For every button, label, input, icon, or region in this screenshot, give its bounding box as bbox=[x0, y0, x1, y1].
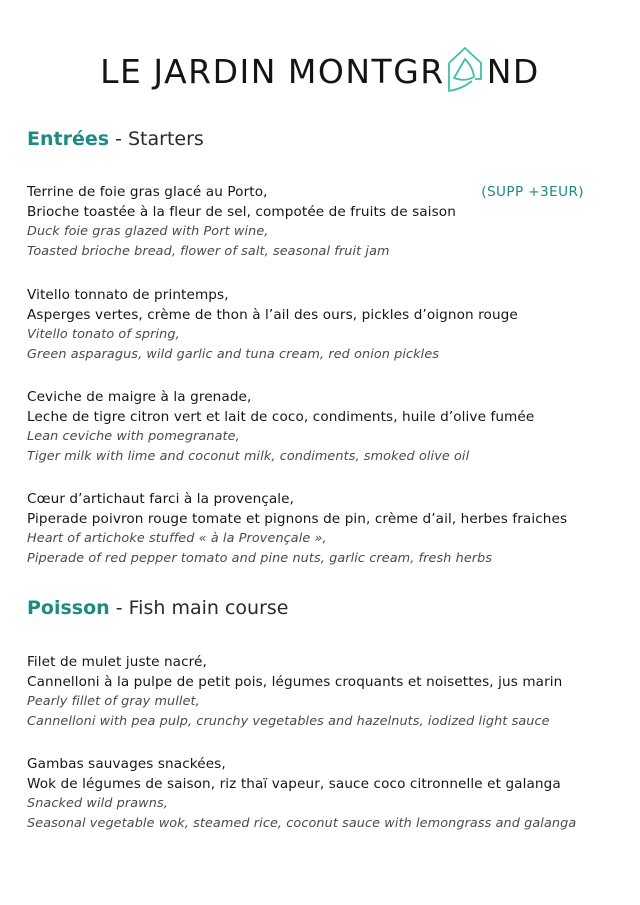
logo-wordmark bbox=[100, 47, 540, 95]
dish-name-en: Snacked wild prawns, bbox=[27, 796, 168, 811]
logo-word-le: LE bbox=[100, 51, 143, 91]
dish-description-en: Tiger milk with lime and coconut milk, condiments, smoked olive oil bbox=[27, 448, 470, 464]
menu-item-artichoke bbox=[27, 489, 617, 568]
section-heading-fish bbox=[27, 596, 617, 620]
dish-description-en: Cannelloni with pea pulp, crunchy vegetables and hazelnuts, iodized light sauce bbox=[27, 713, 550, 729]
menu-item-mullet bbox=[27, 652, 617, 731]
logo-word-montgr: MONTGR bbox=[287, 51, 445, 91]
dish-description-fr: Wok de légumes de saison, riz thaï vapeur, sauce coco citronnelle et galanga bbox=[27, 776, 561, 792]
section-title-en: Starters bbox=[127, 128, 204, 150]
section-title-separator: - bbox=[109, 597, 129, 619]
dish-description-en: Green asparagus, wild garlic and tuna cream, red onion pickles bbox=[27, 346, 440, 362]
dish-name-en: Heart of artichoke stuffed « à la Provençale », bbox=[27, 531, 327, 546]
section-title bbox=[27, 127, 617, 151]
section-title-separator: - bbox=[109, 128, 128, 150]
dish-description-en: Seasonal vegetable wok, steamed rice, coconut sauce with lemongrass and galanga bbox=[27, 815, 577, 831]
dish-description-en: Piperade of red pepper tomato and pine nuts, garlic cream, fresh herbs bbox=[27, 550, 493, 566]
menu-item-vitello-tonnato bbox=[27, 285, 617, 364]
menu-item-gambas bbox=[27, 754, 617, 833]
dish-description-en: Toasted brioche bread, flower of salt, seasonal fruit jam bbox=[27, 243, 390, 259]
restaurant-logo bbox=[0, 47, 640, 95]
logo-word-nd: ND bbox=[486, 51, 540, 91]
dish-name-fr: Vitello tonnato de printemps, bbox=[27, 287, 229, 303]
section-title bbox=[27, 596, 617, 620]
dish-name-en: Lean ceviche with pomegranate, bbox=[27, 429, 240, 444]
section-title-fr: Poisson bbox=[27, 597, 110, 619]
house-leaf-logo-icon bbox=[446, 45, 486, 93]
dish-name-fr: Gambas sauvages snackées, bbox=[27, 756, 226, 772]
dish-description-fr: Brioche toastée à la fleur de sel, compotée de fruits de saison bbox=[27, 204, 456, 220]
menu-item-foie-gras bbox=[27, 182, 617, 261]
dish-description-fr: Leche de tigre citron vert et lait de coco, condiments, huile d’olive fumée bbox=[27, 409, 535, 425]
dish-description-fr: Asperges vertes, crème de thon à l’ail des ours, pickles d’oignon rouge bbox=[27, 307, 518, 323]
dish-description-fr: Cannelloni à la pulpe de petit pois, légumes croquants et noisettes, jus marin bbox=[27, 674, 563, 690]
dish-name-fr: Terrine de foie gras glacé au Porto, bbox=[27, 184, 268, 200]
dish-name-en: Pearly fillet of gray mullet, bbox=[27, 694, 200, 709]
section-heading-starters bbox=[27, 127, 617, 151]
dish-name-fr: Ceviche de maigre à la grenade, bbox=[27, 389, 252, 405]
dish-description-fr: Piperade poivron rouge tomate et pignons de pin, crème d’ail, herbes fraiches bbox=[27, 511, 568, 527]
dish-name-fr: Cœur d’artichaut farci à la provençale, bbox=[27, 491, 295, 507]
supplement-price: (SUPP +3EUR) bbox=[481, 184, 584, 200]
menu-item-ceviche bbox=[27, 387, 617, 466]
logo-word-jardin: JARDIN bbox=[153, 51, 277, 91]
dish-name-en: Duck foie gras glazed with Port wine, bbox=[27, 224, 269, 239]
dish-name-fr: Filet de mulet juste nacré, bbox=[27, 654, 207, 670]
dish-name-en: Vitello tonato of spring, bbox=[27, 327, 180, 342]
section-title-fr: Entrées bbox=[27, 128, 110, 150]
section-title-en: Fish main course bbox=[128, 597, 289, 619]
